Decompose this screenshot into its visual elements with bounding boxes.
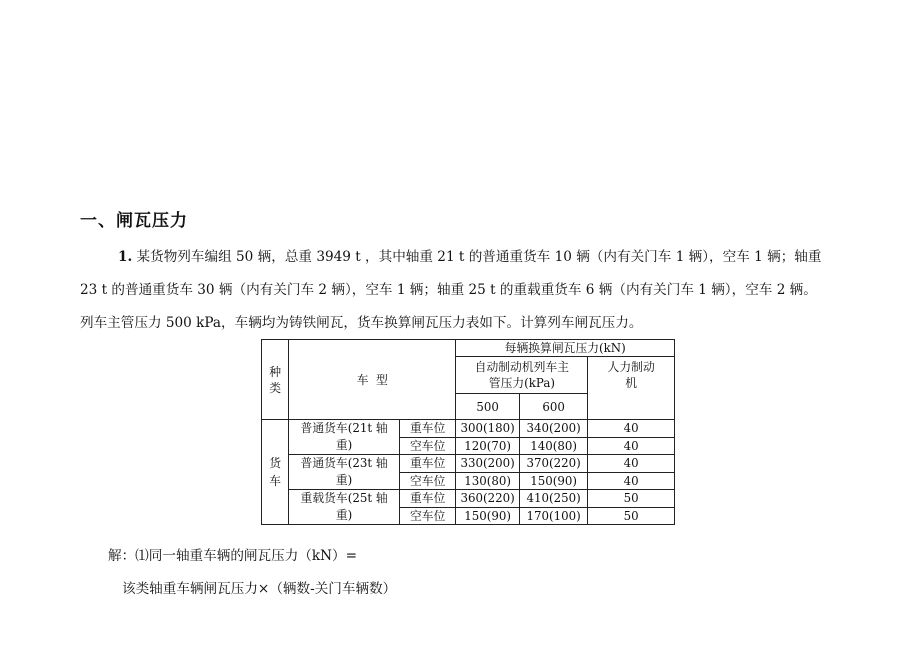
value-500-cell: 130(80) — [456, 472, 519, 490]
position-cell: 重车位 — [399, 490, 455, 508]
value-600-cell: 370(220) — [519, 455, 587, 473]
problem-line-1-text: 某货物列车编组 50 辆，总重 3949 t ，其中轴重 21 t 的普通重货车 10 辆（内有关门车 1 辆），空车 1 辆；轴重 — [136, 249, 822, 265]
value-hand-cell: 50 — [588, 507, 675, 525]
value-500-cell: 330(200) — [456, 455, 519, 473]
header-hand: 人力制动机 — [588, 357, 675, 420]
problem-line-2: 23 t 的普通重货车 30 辆（内有关门车 2 辆），空车 1 辆；轴重 25 t 的重载重货车 6 辆（内有关门车 1 辆），空车 2 辆。 — [80, 282, 817, 298]
problem-statement — [80, 241, 860, 340]
kind-freight: 货车 — [262, 420, 289, 525]
header-500: 500 — [456, 394, 519, 420]
solution-line-2: 该类轴重车辆闸瓦压力×（辆数-关门车辆数） — [122, 581, 397, 597]
value-600-cell: 140(80) — [519, 437, 587, 455]
value-hand-cell: 50 — [588, 490, 675, 508]
header-model: 车 型 — [289, 340, 456, 420]
value-500-cell: 120(70) — [456, 437, 519, 455]
model-cell: 普通货车(23t 轴重) — [289, 455, 400, 490]
section-heading: 一、闸瓦压力 — [80, 211, 188, 231]
value-600-cell: 340(200) — [519, 420, 587, 438]
header-auto: 自动制动机列车主管压力(kPa) — [456, 357, 588, 394]
position-cell: 空车位 — [399, 437, 455, 455]
value-hand-cell: 40 — [588, 420, 675, 438]
value-600-cell: 170(100) — [519, 507, 587, 525]
value-500-cell: 150(90) — [456, 507, 519, 525]
value-600-cell: 410(250) — [519, 490, 587, 508]
position-cell: 空车位 — [399, 472, 455, 490]
header-600: 600 — [519, 394, 587, 420]
value-500-cell: 300(180) — [456, 420, 519, 438]
problem-number: 1. — [118, 249, 133, 265]
position-cell: 重车位 — [399, 420, 455, 438]
problem-line-1 — [80, 241, 860, 274]
value-500-cell: 360(220) — [456, 490, 519, 508]
model-cell: 普通货车(21t 轴重) — [289, 420, 400, 455]
header-group: 每辆换算闸瓦压力(kN) — [456, 340, 675, 357]
header-kind: 种类 — [262, 340, 289, 420]
solution-line-1: 解：⑴同一轴重车辆的闸瓦压力（kN）= — [108, 548, 358, 564]
brake-pressure-table — [261, 339, 675, 525]
problem-line-3: 列车主管压力 500 kPa，车辆均为铸铁闸瓦，货车换算闸瓦压力表如下。计算列车闸瓦压力。 — [80, 315, 643, 331]
model-cell: 重载货车(25t 轴重) — [289, 490, 400, 525]
value-hand-cell: 40 — [588, 437, 675, 455]
position-cell: 空车位 — [399, 507, 455, 525]
value-hand-cell: 40 — [588, 455, 675, 473]
value-600-cell: 150(90) — [519, 472, 587, 490]
position-cell: 重车位 — [399, 455, 455, 473]
value-hand-cell: 40 — [588, 472, 675, 490]
